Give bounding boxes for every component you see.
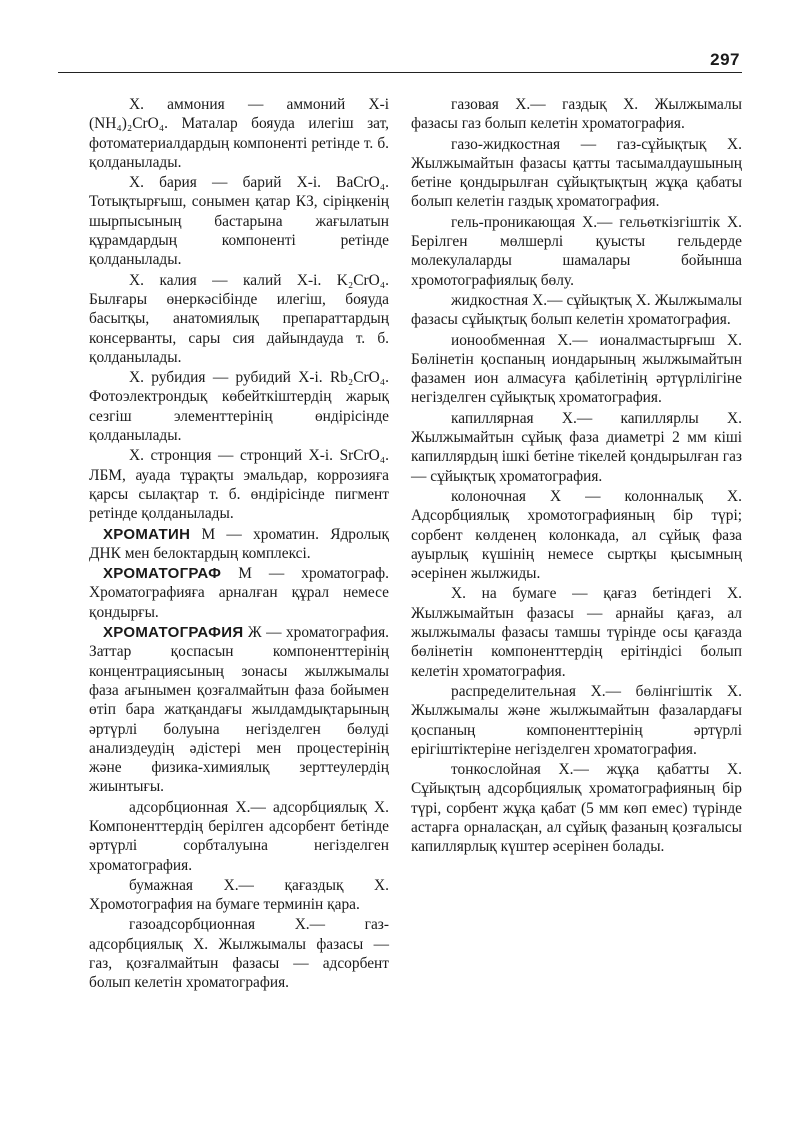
sub-entry-text: бумажная Х.— қағаздық Х. Хромотография на бумаге терминін қара. [89, 876, 389, 914]
entry-headword: ХРОМАТОГРАФИЯ [103, 624, 244, 642]
sub-entry [411, 95, 742, 134]
header-rule [58, 72, 742, 73]
sub-entry [411, 331, 742, 408]
sub-entry [89, 173, 389, 269]
sub-entry-text: ионообменная Х.— ионалмастырғыш Х. Бөлінетін қоспаның иондарының жылжымайтын фазамен ион алмасуға қабілетінің әртүрлілігіне негізделген сұйықтық хроматография. [411, 331, 742, 407]
entry-definition: Ж — хроматография. Заттар қоспасын компоненттерінің концентрациясының зонасы жылжымалы фаза ағынымен қозғалмайтын фаза бойымен өтіп бара жатқандағы жылдамдықтарының әртүрлі болуына негізделген бөлуді анализдеудің әдістері мен процестерінің және физика-химиялық зерттеулердің жиынтығы. [89, 624, 389, 796]
sub-entry [89, 915, 389, 992]
sub-entry-text: газовая Х.— газдық Х. Жылжымалы фазасы газ болып келетін хроматография. [411, 96, 742, 133]
sub-entry-text: колоночная Х — колонналық Х. Адсорбциялық хромотографияның бір түрі; сорбент көлденең колонкада, ал сұйық фаза ауырлық күшінің немесе сыртқы қысымның әсерінен жылжиды. [411, 487, 742, 583]
left-column [89, 95, 389, 994]
dictionary-entry [89, 623, 389, 797]
sub-entry-text: X. аммония — аммоний X-і (NH₄)₂CrO₄. Маталар бояуда илегіш зат, фотоматериалдардың компоненті ретінде т. б. қолданылады. [89, 96, 389, 171]
page-number: 297 [710, 50, 740, 69]
sub-entry [89, 446, 389, 523]
sub-entry-text: газоадсорбционная Х.— газ-адсорбциялық Х. Жылжымалы фазасы — газ, қозғалмайтын фазасы — адсорбент болып келетін хроматография. [89, 916, 389, 992]
sub-entry-text: X. калия — калий X-і. K₂CrO₄. Былғары өнеркәсібінде илегіш, бояуда басытқы, анатомиялық препараттардың консерванты, сары сия дайындауда т. б. қолданылады. [89, 271, 389, 366]
dictionary-entry [89, 564, 389, 622]
entry-headword: ХРОМАТОГРАФ [103, 565, 222, 583]
sub-entry-text: адсорбционная Х.— адсорбциялық Х. Компоненттердің берілген адсорбент бетінде әртүрлі сорбталуына негізделген хроматография. [89, 798, 389, 874]
sub-entry [411, 213, 742, 290]
entry-headword: ХРОМАТИН [103, 525, 191, 543]
sub-entry-text: X. стронция — стронций X-і. SrCrO₄. ЛБМ, ауада тұрақты эмальдар, коррозияға қарсы сылақтар т. б. өндірісінде пигмент ретінде қолданылады. [89, 447, 389, 523]
entry-definition: М — хроматин. Ядролық ДНК мен белоктардың комплексі. [89, 525, 389, 562]
sub-entry [89, 876, 389, 915]
sub-entry [89, 95, 389, 172]
sub-entry [89, 368, 389, 445]
sub-entry-text: тонкослойная Х.— жұқа қабатты Х. Сұйықтың адсорбциялық хроматографияның бір түрі, сорбент жұқа қабат (5 мм көп емес) түрінде астарға орналасқан, ал сұйық фазаның қозғалысы капиллярлық күштер әсерінен болады. [411, 761, 742, 856]
sub-entry-text: X. бария — барий X-і. BaCrO₄. Тотықтырғыш, сонымен қатар КЗ, сіріңкенің шырпысының бастарына жағылатын құрамдардың компоненті ретінде қолданылады. [89, 174, 389, 269]
dictionary-entry [89, 525, 389, 564]
sub-entry-text: X. рубидия — рубидий X-і. Rb₂CrO₄. Фотоэлектрондық көбейткіштердің жарық сезгіш элементтерінің өндірісінде қолданылады. [89, 369, 389, 445]
sub-entry-text: газо-жидкостная — газ-сұйықтық Х. Жылжымайтын фазасы қатты тасымалдаушының бетіне қондырылған сұйықтықтың жұқа қабаты болып келетін газдық хроматография. [411, 135, 742, 211]
entry-definition: М — хроматограф. Хроматографияға арналған құрал немесе қондырғы. [89, 565, 389, 621]
sub-entry-text: капиллярная Х.— капиллярлы Х. Жылжымайтын сұйық фаза диаметрі 2 мм кіші капиллярдың ішкі бетіне тікелей қондырылған газ — сұйықтық хроматография. [411, 409, 742, 485]
sub-entry [411, 584, 742, 680]
sub-entry [411, 291, 742, 330]
sub-entry-text: гель-проникающая Х.— гельөткізгіштік Х. Берілген мөлшерлі қуысты гельдерде молекулаларды шамалары бойынша хромотографиялық бөлу. [411, 213, 742, 289]
sub-entry [411, 682, 742, 759]
sub-entry-text: Х. на бумаге — қағаз бетіндегі Х. Жылжымайтын фазасы — арнайы қағаз, ал жылжымалы фазасы тамшы түрінде осы қағазда бөлінетін компоненттердің ерітіндісі болып келетін хроматография. [411, 585, 742, 680]
sub-entry [411, 135, 742, 212]
sub-entry-text: жидкостная Х.— сұйықтық Х. Жылжымалы фазасы сұйықтық болып келетін хроматография. [411, 291, 742, 329]
sub-entry [89, 798, 389, 875]
right-column [411, 95, 742, 858]
sub-entry-text: распределительная Х.— бөлінгіштік Х. Жылжымалы және жылжымайтын фазалардағы қоспаның компоненттерінің әртүрлі ерігіштіктеріне негізделген хроматография. [411, 682, 742, 758]
sub-entry [411, 409, 742, 486]
sub-entry [411, 487, 742, 583]
sub-entry [411, 760, 742, 856]
sub-entry [89, 271, 389, 367]
